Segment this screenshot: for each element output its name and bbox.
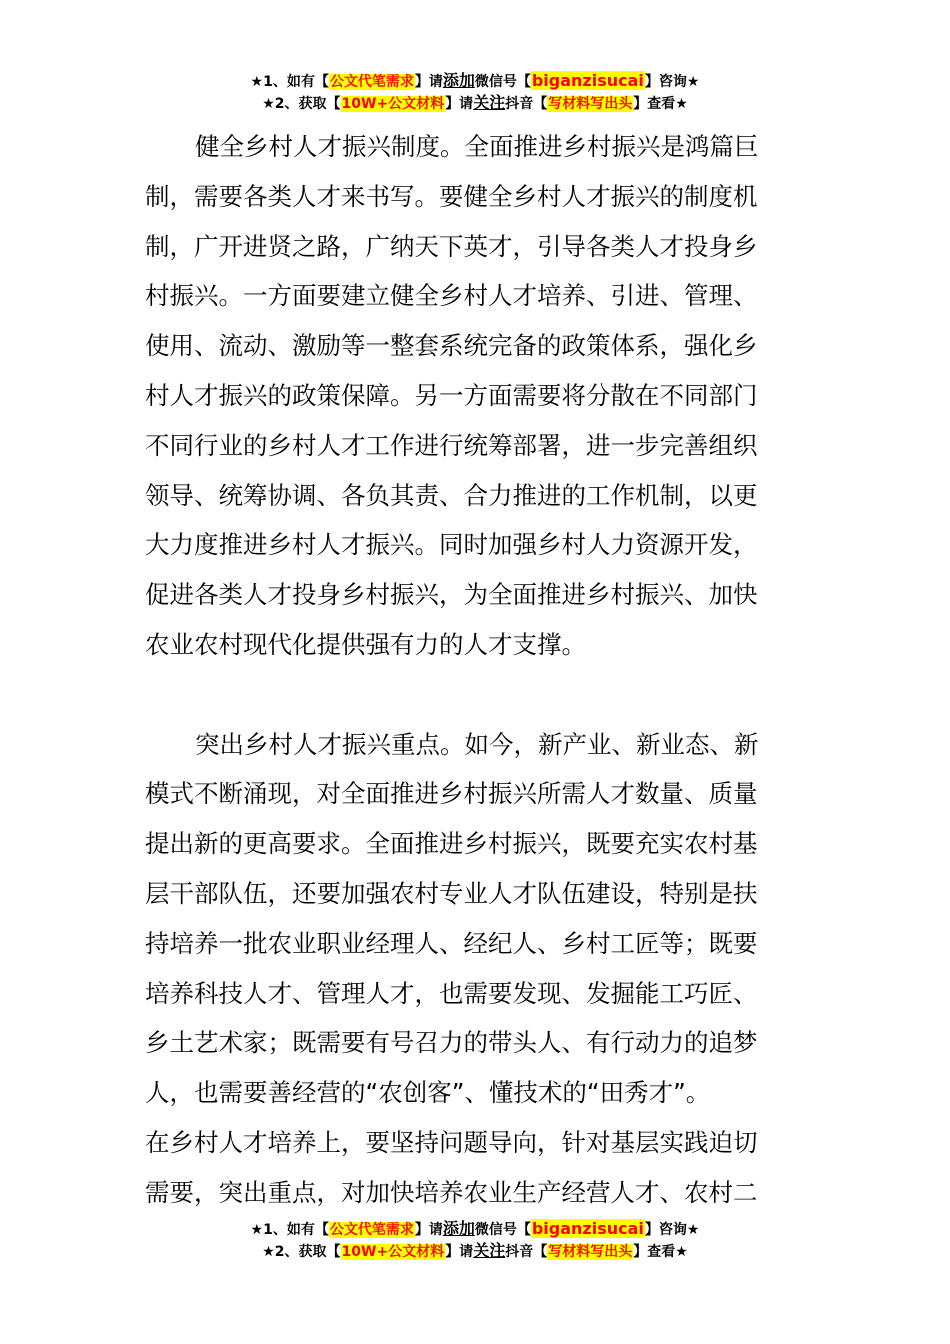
underlined-add: 添加 (442, 1219, 475, 1238)
paragraph-talent-system (145, 122, 815, 670)
text-line: 突出乡村人才振兴重点。如今，新产业、新业态、新 (195, 729, 759, 759)
highlight-wechat-id: biganzisucai (531, 71, 644, 90)
highlight-materials: 10W+公文材料 (341, 96, 445, 112)
banner-line-1: ★1、如有【公文代笔需求】请添加微信号【biganzisucai】咨询★ (250, 1219, 700, 1238)
text-line: 在乡村人才培养上，要坚持问题导向，针对基层实践迫切 (145, 1127, 758, 1157)
text-line: 村振兴。一方面要建立健全乡村人才培养、引进、管理、 (145, 281, 758, 311)
underlined-add: 添加 (442, 71, 475, 90)
paragraph-talent-focus (145, 720, 815, 1218)
highlight-wechat-id: biganzisucai (531, 1219, 644, 1238)
text-line: 不同行业的乡村人才工作进行统筹部署，进一步完善组织 (145, 430, 758, 460)
paragraph-gap (145, 670, 815, 720)
underlined-follow: 关注 (473, 1241, 506, 1260)
text-line: 提出新的更高要求。全面推进乡村振兴，既要充实农村基 (145, 829, 758, 859)
text-line: 村人才振兴的政策保障。另一方面需要将分散在不同部门 (145, 380, 758, 410)
text-line: 人，也需要善经营的“农创客”、懂技术的“田秀才”。 (145, 1078, 711, 1108)
header-banner (0, 70, 950, 114)
highlight-ghostwriting: 公文代笔需求 (329, 74, 414, 90)
text-line: 健全乡村人才振兴制度。全面推进乡村振兴是鸿篇巨 (195, 132, 759, 161)
highlight-douyin-account: 写材料写出头 (548, 1244, 633, 1260)
text-line: 持培养一批农业职业经理人、经纪人、乡村工匠等；既要 (145, 928, 758, 958)
text-line: 大力度推进乡村人才振兴。同时加强乡村人力资源开发， (145, 530, 758, 560)
highlight-ghostwriting: 公文代笔需求 (329, 1222, 414, 1238)
text-line: 农业农村现代化提供强有力的人才支撑。 (145, 629, 586, 659)
banner-line-2: ★2、获取【10W+公文材料】请关注抖音【写材料写出头】查看★ (262, 93, 688, 112)
text-line: 模式不断涌现，对全面推进乡村振兴所需人才数量、质量 (145, 779, 758, 809)
document-body (145, 122, 815, 1218)
text-line: 培养科技人才、管理人才，也需要发现、发掘能工巧匠、 (145, 978, 758, 1008)
text-line: 乡土艺术家；既需要有号召力的带头人、有行动力的追梦 (145, 1028, 758, 1058)
text-line: 领导、统筹协调、各负其责、合力推进的工作机制，以更 (145, 480, 758, 510)
text-line: 需要，突出重点，对加快培养农业生产经营人才、农村二 (145, 1177, 758, 1207)
highlight-douyin-account: 写材料写出头 (548, 96, 633, 112)
footer-banner (0, 1218, 950, 1262)
text-line: 制，广开进贤之路，广纳天下英才，引导各类人才投身乡 (145, 231, 758, 261)
text-line: 层干部队伍，还要加强农村专业人才队伍建设，特别是扶 (145, 878, 758, 908)
text-line: 促进各类人才投身乡村振兴，为全面推进乡村振兴、加快 (145, 580, 758, 610)
banner-line-1: ★1、如有【公文代笔需求】请添加微信号【biganzisucai】咨询★ (250, 71, 700, 90)
underlined-follow: 关注 (473, 93, 506, 112)
highlight-materials: 10W+公文材料 (341, 1244, 445, 1260)
banner-line-2: ★2、获取【10W+公文材料】请关注抖音【写材料写出头】查看★ (262, 1241, 688, 1260)
text-line: 使用、流动、激励等一整套系统完备的政策体系，强化乡 (145, 331, 758, 361)
text-line: 制，需要各类人才来书写。要健全乡村人才振兴的制度机 (145, 181, 758, 211)
